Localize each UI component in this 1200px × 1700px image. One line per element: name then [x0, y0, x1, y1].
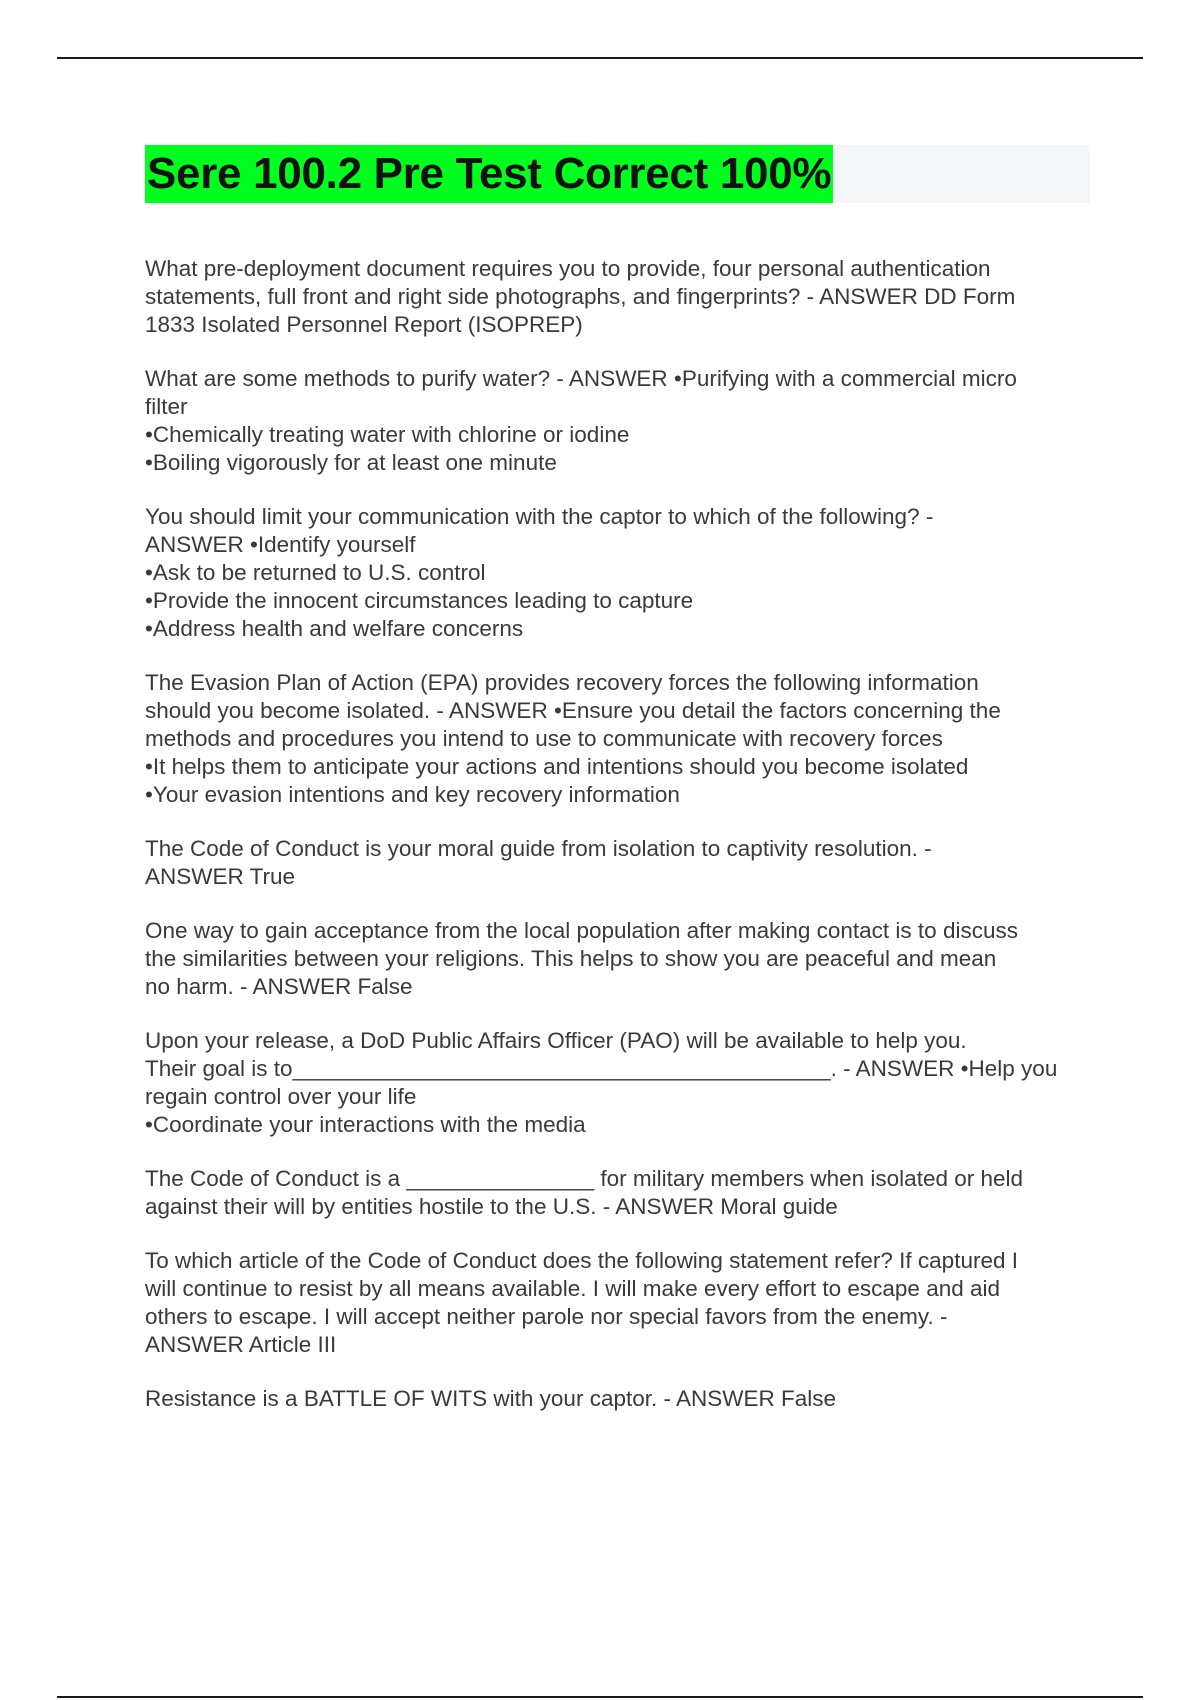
qa-line: The Code of Conduct is a _______________ for military members when isolated or held	[145, 1166, 1024, 1191]
document-body	[145, 145, 1090, 1439]
top-divider	[57, 57, 1143, 59]
qa-line: The Code of Conduct is your moral guide from isolation to captivity resolution. -	[145, 836, 932, 861]
qa-line: ANSWER Article III	[145, 1332, 337, 1357]
qa-line: 1833 Isolated Personnel Report (ISOPREP)	[145, 312, 583, 337]
title-bar	[145, 145, 1090, 203]
qa-item	[145, 503, 1090, 643]
qa-line: Resistance is a BATTLE OF WITS with your captor. - ANSWER False	[145, 1386, 837, 1411]
qa-line: methods and procedures you intend to use to communicate with recovery forces	[145, 726, 943, 751]
qa-item	[145, 1385, 1090, 1413]
qa-line: will continue to resist by all means available. I will make every effort to escape and aid	[145, 1276, 1001, 1301]
bottom-divider	[57, 1696, 1143, 1698]
qa-list	[145, 255, 1090, 1413]
qa-item	[145, 669, 1090, 809]
qa-line: What are some methods to purify water? - ANSWER •Purifying with a commercial micro	[145, 366, 1017, 391]
qa-line: should you become isolated. - ANSWER •Ensure you detail the factors concerning the	[145, 698, 1001, 723]
qa-line: •Boiling vigorously for at least one minute	[145, 450, 557, 475]
qa-line: the similarities between your religions. This helps to show you are peaceful and mean	[145, 946, 997, 971]
qa-line: against their will by entities hostile to the U.S. - ANSWER Moral guide	[145, 1194, 838, 1219]
qa-item	[145, 255, 1090, 339]
qa-line: What pre-deployment document requires you to provide, four personal authentication	[145, 256, 991, 281]
qa-line: others to escape. I will accept neither parole nor special favors from the enemy. -	[145, 1304, 948, 1329]
qa-line: ANSWER True	[145, 864, 296, 889]
qa-item	[145, 835, 1090, 891]
qa-line: To which article of the Code of Conduct does the following statement refer? If captured I	[145, 1248, 1018, 1273]
qa-line: •Ask to be returned to U.S. control	[145, 560, 486, 585]
qa-line: no harm. - ANSWER False	[145, 974, 413, 999]
qa-item	[145, 365, 1090, 477]
qa-line: One way to gain acceptance from the local population after making contact is to discuss	[145, 918, 1018, 943]
qa-line: •It helps them to anticipate your actions and intentions should you become isolated	[145, 754, 969, 779]
qa-line: Upon your release, a DoD Public Affairs Officer (PAO) will be available to help you.	[145, 1028, 967, 1053]
qa-line: •Address health and welfare concerns	[145, 616, 524, 641]
qa-line: The Evasion Plan of Action (EPA) provides recovery forces the following information	[145, 670, 979, 695]
qa-line: statements, full front and right side photographs, and fingerprints? - ANSWER DD Form	[145, 284, 1016, 309]
qa-line: You should limit your communication with the captor to which of the following? -	[145, 504, 934, 529]
qa-line: filter	[145, 394, 188, 419]
qa-line: Their goal is to___________________________________________. - ANSWER •Help you	[145, 1056, 1058, 1081]
qa-line: •Provide the innocent circumstances leading to capture	[145, 588, 694, 613]
qa-line: ANSWER •Identify yourself	[145, 532, 416, 557]
qa-item	[145, 917, 1090, 1001]
qa-item	[145, 1165, 1090, 1221]
qa-line: •Coordinate your interactions with the media	[145, 1112, 586, 1137]
qa-line: •Your evasion intentions and key recovery information	[145, 782, 680, 807]
qa-item	[145, 1247, 1090, 1359]
qa-line: •Chemically treating water with chlorine or iodine	[145, 422, 630, 447]
document-title: Sere 100.2 Pre Test Correct 100%	[145, 145, 833, 203]
qa-item	[145, 1027, 1090, 1139]
qa-line: regain control over your life	[145, 1084, 417, 1109]
